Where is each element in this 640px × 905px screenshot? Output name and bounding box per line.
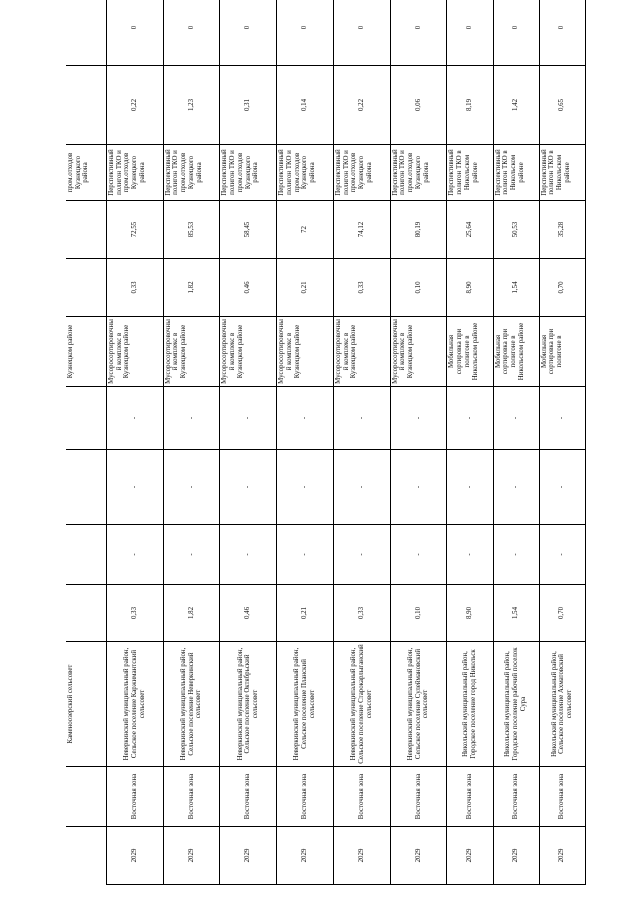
year-cell: 2029 <box>163 827 220 885</box>
zone-cell: Восточная зона <box>220 767 277 827</box>
zone-cell: Восточная зона <box>163 767 220 827</box>
extra-value-cell: 0 <box>539 0 585 66</box>
dash-cell: - <box>539 387 585 450</box>
municipality-cell: Никольский муниципальный район, Городское поселение город Никольск <box>447 642 493 767</box>
year-cell: 2029 <box>539 827 585 885</box>
dash-cell: - <box>390 387 447 450</box>
dash-cell: - <box>163 525 220 585</box>
facility-volume-cell: 1,54 <box>493 259 539 317</box>
generated-volume-cell: 0,33 <box>333 585 390 642</box>
municipality-cell: Неверкинский муниципальный район, Сельское поселение Неверкинский сельсовет <box>163 642 220 767</box>
dash-cell: - <box>333 387 390 450</box>
zone-cell: Восточная зона <box>107 767 164 827</box>
facility-volume-cell: 1,82 <box>163 259 220 317</box>
table-row <box>220 0 277 885</box>
dash-cell: - <box>163 387 220 450</box>
zone-cell: Восточная зона <box>333 767 390 827</box>
year-cell: 2029 <box>390 827 447 885</box>
dash-cell: - <box>447 525 493 585</box>
dash-cell: - <box>493 525 539 585</box>
table-row <box>390 0 447 885</box>
processing-facility-cell: Мусоросортировочный комплекс в Кузнецком районе <box>390 317 447 387</box>
header-row <box>66 0 107 885</box>
extra-value-cell: 0 <box>163 0 220 66</box>
disposal-volume-cell: 0,14 <box>277 66 334 145</box>
route-distance-cell: 50,53 <box>493 201 539 259</box>
dash-cell: - <box>333 450 390 525</box>
dash-cell: - <box>447 387 493 450</box>
year-cell: 2029 <box>493 827 539 885</box>
municipality-cell: Неверкинский муниципальный район, Сельское поселение Каржимантский сельсовет <box>107 642 164 767</box>
destination-cell: Перспективный полигон ТКО и пром.отходов Кузнецкого района <box>333 145 390 201</box>
facility-volume-cell: 0,46 <box>220 259 277 317</box>
table-row <box>163 0 220 885</box>
municipality-cell: Неверкинский муниципальный район, Сельское поселение Планский сельсовет <box>277 642 334 767</box>
route-distance-cell: 35,28 <box>539 201 585 259</box>
processing-facility-cell: Мусоросортировочный комплекс в Кузнецком районе <box>333 317 390 387</box>
dash-cell: - <box>107 387 164 450</box>
dash-cell: - <box>277 450 334 525</box>
zone-cell: Восточная зона <box>539 767 585 827</box>
disposal-volume-cell: 1,42 <box>493 66 539 145</box>
dash-cell: - <box>107 525 164 585</box>
table-row <box>277 0 334 885</box>
facility-volume-cell: 0,70 <box>539 259 585 317</box>
dash-cell: - <box>277 387 334 450</box>
table-row <box>107 0 164 885</box>
facility-volume-cell: 0,33 <box>107 259 164 317</box>
route-distance-cell: 72,55 <box>107 201 164 259</box>
processing-facility-cell: Мусоросортировочный комплекс в Кузнецком районе <box>107 317 164 387</box>
dash-cell: - <box>277 525 334 585</box>
table-body <box>66 0 586 885</box>
dash-cell: - <box>539 525 585 585</box>
municipality-cell: Неверкинский муниципальный район, Сельское поселение Октябрьский сельсовет <box>220 642 277 767</box>
processing-facility-cell: Мобильная сортировка при полигоне в Никольском районе <box>447 317 493 387</box>
year-cell: 2029 <box>333 827 390 885</box>
destination-cell: Перспективный полигон ТКО в Никольском районе <box>493 145 539 201</box>
disposal-volume-cell: 0,22 <box>333 66 390 145</box>
route-distance-cell: 74,12 <box>333 201 390 259</box>
generated-volume-cell: 1,54 <box>493 585 539 642</box>
municipality-cell: Неверкинский муниципальный район, Сельское поселение Старокарлыганский сельсовет <box>333 642 390 767</box>
municipality-cell: Никольский муниципальный район, Городское поселение рабочий поселок Сура <box>493 642 539 767</box>
extra-value-cell: 0 <box>447 0 493 66</box>
extra-value-cell: 0 <box>107 0 164 66</box>
rotated-table-block <box>66 25 586 885</box>
dash-cell: - <box>390 525 447 585</box>
processing-facility-cell: Мусоросортировочный комплекс в Кузнецком районе <box>220 317 277 387</box>
route-distance-cell: 85,53 <box>163 201 220 259</box>
waste-flow-table <box>66 0 586 885</box>
generated-volume-cell: 0,46 <box>220 585 277 642</box>
extra-value-cell: 0 <box>220 0 277 66</box>
table-row <box>447 0 493 885</box>
dash-cell: - <box>220 450 277 525</box>
destination-cell: Перспективный полигон ТКО в Никольском районе <box>447 145 493 201</box>
facility-volume-cell: 8,90 <box>447 259 493 317</box>
facility-volume-cell: 0,21 <box>277 259 334 317</box>
zone-cell: Восточная зона <box>447 767 493 827</box>
generated-volume-cell: 0,33 <box>107 585 164 642</box>
table-row <box>333 0 390 885</box>
disposal-volume-cell: 0,22 <box>107 66 164 145</box>
header-facility: Кузнецком районе <box>66 317 107 387</box>
destination-cell: Перспективный полигон ТКО и пром.отходов Кузнецкого района <box>220 145 277 201</box>
zone-cell: Восточная зона <box>493 767 539 827</box>
disposal-volume-cell: 1,23 <box>163 66 220 145</box>
dash-cell: - <box>493 450 539 525</box>
extra-value-cell: 0 <box>277 0 334 66</box>
dash-cell: - <box>220 387 277 450</box>
table-row <box>539 0 585 885</box>
year-cell: 2029 <box>447 827 493 885</box>
dash-cell: - <box>163 450 220 525</box>
processing-facility-cell: Мусоросортировочный комплекс в Кузнецком районе <box>277 317 334 387</box>
zone-cell: Восточная зона <box>390 767 447 827</box>
dash-cell: - <box>539 450 585 525</box>
facility-volume-cell: 0,10 <box>390 259 447 317</box>
dash-cell: - <box>493 387 539 450</box>
generated-volume-cell: 0,70 <box>539 585 585 642</box>
extra-value-cell: 0 <box>493 0 539 66</box>
disposal-volume-cell: 8,19 <box>447 66 493 145</box>
disposal-volume-cell: 0,06 <box>390 66 447 145</box>
route-distance-cell: 80,19 <box>390 201 447 259</box>
destination-cell: Перспективный полигон ТКО и пром.отходов Кузнецкого района <box>107 145 164 201</box>
year-cell: 2029 <box>220 827 277 885</box>
generated-volume-cell: 8,90 <box>447 585 493 642</box>
route-distance-cell: 58,45 <box>220 201 277 259</box>
destination-cell: Перспективный полигон ТКО и пром.отходов Кузнецкого района <box>277 145 334 201</box>
extra-value-cell: 0 <box>333 0 390 66</box>
destination-cell: Перспективный полигон ТКО и пром.отходов Кузнецкого района <box>163 145 220 201</box>
header-destination: пром.отходов Кузнецкого района <box>66 145 107 201</box>
generated-volume-cell: 0,10 <box>390 585 447 642</box>
dash-cell: - <box>220 525 277 585</box>
dash-cell: - <box>107 450 164 525</box>
extra-value-cell: 0 <box>390 0 447 66</box>
year-cell: 2029 <box>277 827 334 885</box>
dash-cell: - <box>333 525 390 585</box>
facility-volume-cell: 0,33 <box>333 259 390 317</box>
processing-facility-cell: Мобильная сортировка при полигоне в <box>539 317 585 387</box>
zone-cell: Восточная зона <box>277 767 334 827</box>
table-row <box>493 0 539 885</box>
processing-facility-cell: Мобильная сортировка при полигоне в Никольском районе <box>493 317 539 387</box>
year-cell: 2029 <box>107 827 164 885</box>
processing-facility-cell: Мусоросортировочный комплекс в Кузнецком районе <box>163 317 220 387</box>
disposal-volume-cell: 0,31 <box>220 66 277 145</box>
dash-cell: - <box>390 450 447 525</box>
municipality-cell: Никольский муниципальный район, Сельское поселение Ахматовский сельсовет <box>539 642 585 767</box>
municipality-cell: Неверкинский муниципальный район, Сельское поселение Сулеймановский сельсовет <box>390 642 447 767</box>
destination-cell: Перспективный полигон ТКО в Никольском районе <box>539 145 585 201</box>
generated-volume-cell: 0,21 <box>277 585 334 642</box>
route-distance-cell: 25,64 <box>447 201 493 259</box>
route-distance-cell: 72 <box>277 201 334 259</box>
header-settlement: Каменоозерский сельсовет <box>66 642 107 767</box>
generated-volume-cell: 1,82 <box>163 585 220 642</box>
dash-cell: - <box>447 450 493 525</box>
disposal-volume-cell: 0,65 <box>539 66 585 145</box>
destination-cell: Перспективный полигон ТКО и пром.отходов Кузнецкого района <box>390 145 447 201</box>
